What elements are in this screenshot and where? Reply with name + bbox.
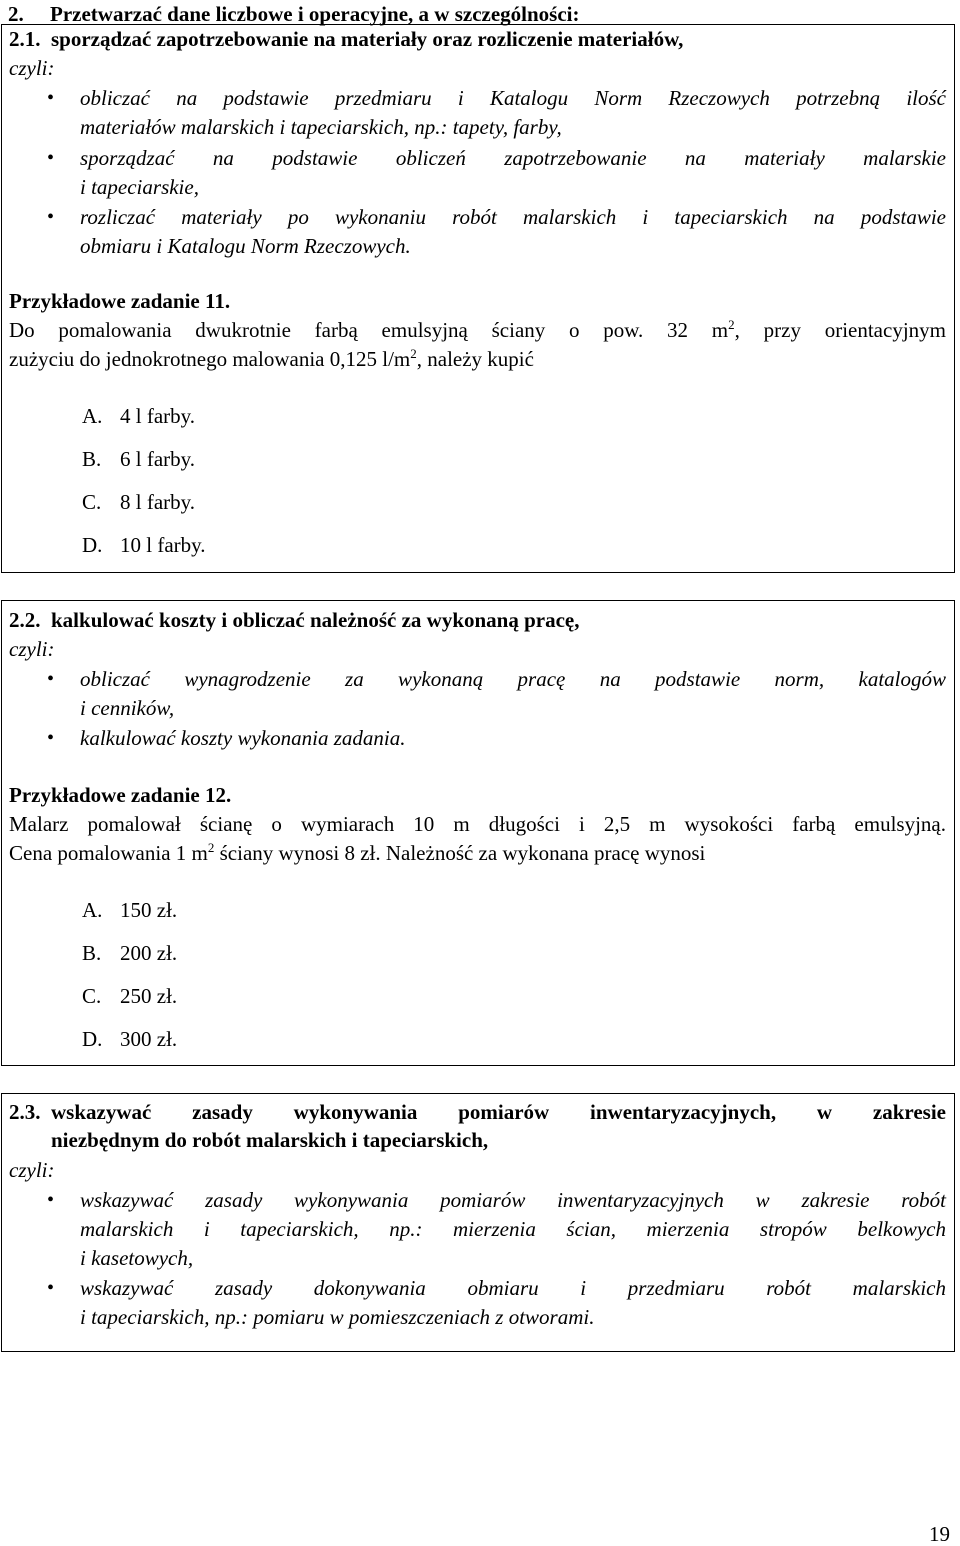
- option-letter: A.: [82, 404, 103, 428]
- bullet-line: • obliczać na podstawie przedmiaru i Katalogu Norm Rzeczowych potrzebną ilość: [80, 86, 946, 110]
- question-part: Cena pomalowania 1 m: [9, 841, 208, 865]
- example-title: Przykładowe zadanie 11.: [9, 289, 231, 313]
- answer-option: [82, 402, 195, 430]
- page-number: 19: [929, 1522, 950, 1546]
- option-letter: D.: [82, 1027, 103, 1051]
- option-text: 300 zł.: [120, 1027, 178, 1051]
- example-title: Przykładowe zadanie 12.: [9, 783, 232, 807]
- bullet-item: [80, 1186, 946, 1273]
- section-title-row: [9, 1098, 946, 1126]
- bullet-line: • obliczać wynagrodzenie za wykonaną pracę na podstawie norm, katalogów: [80, 667, 946, 691]
- bullet-line: • rozliczać materiały po wykonaniu robót malarskich i tapeciarskich na podstawie: [80, 205, 946, 229]
- question-part: ściany wynosi 8 zł. Należność za wykonana pracę wynosi: [214, 841, 706, 865]
- option-letter: B.: [82, 941, 102, 965]
- czyli-label: czyli:: [9, 637, 55, 661]
- section-number: 2.1.: [9, 27, 41, 51]
- superscript: 2: [410, 346, 417, 361]
- answer-option: [82, 531, 206, 559]
- option-letter: A.: [82, 898, 103, 922]
- superscript: 2: [207, 840, 215, 855]
- question-text: [9, 810, 946, 868]
- bullet-line: malarskich i tapeciarskich, np.: mierzenia ścian, mierzenia stropów belkowych: [80, 1217, 946, 1241]
- section-box-2-3: [1, 1093, 955, 1352]
- bullet-item: [80, 665, 946, 723]
- superscript: 2: [728, 317, 735, 332]
- question-part: Do pomalowania dwukrotnie farbą emulsyjną ściany o pow. 32 m: [9, 318, 729, 342]
- answer-option: [82, 488, 195, 516]
- bullet-line: [80, 1303, 946, 1332]
- bullet-line: materiałów malarskich i tapeciarskich, np.: tapety, farby,: [80, 115, 562, 139]
- bullet-line: • wskazywać zasady wykonywania pomiarów inwentaryzacyjnych w zakresie robót: [80, 1188, 946, 1212]
- bullet-item: [80, 203, 946, 261]
- section-title-text: sporządzać zapotrzebowanie na materiały oraz rozliczenie materiałów,: [51, 27, 684, 51]
- section-title: [9, 25, 683, 53]
- question-part: zużyciu do jednokrotnego malowania 0,125 l/m: [9, 347, 411, 371]
- bullet-line-text: i tapeciarskich, np.: pomiaru w pomieszczeniach z otworami.: [80, 1305, 595, 1329]
- chapter-number: 2.: [8, 2, 24, 26]
- bullet-item: [80, 144, 946, 202]
- option-text: 8 l farby.: [120, 490, 196, 514]
- bullet-line: • sporządzać na podstawie obliczeń zapotrzebowanie na materiały malarskie: [80, 146, 946, 170]
- bullet-line: obmiaru i Katalogu Norm Rzeczowych.: [80, 234, 411, 258]
- option-letter: C.: [82, 490, 102, 514]
- section-title: [9, 606, 580, 634]
- option-text: 6 l farby.: [120, 447, 196, 471]
- section-title-text: kalkulować koszty i obliczać należność za wykonaną pracę,: [51, 608, 580, 632]
- bullet-line: i tapeciarskie,: [80, 175, 199, 199]
- answer-option: [82, 896, 177, 924]
- bullet-line: • wskazywać zasady dokonywania obmiaru i przedmiaru robót malarskich: [80, 1276, 946, 1300]
- question-line: [9, 839, 946, 868]
- option-letter: C.: [82, 984, 102, 1008]
- option-text: 150 zł.: [120, 898, 178, 922]
- answer-option: [82, 982, 177, 1010]
- bullet-line: i kasetowych,: [80, 1246, 194, 1270]
- option-text: 200 zł.: [120, 941, 178, 965]
- bullet-item: [80, 84, 946, 142]
- section-box-2-1: [1, 24, 955, 573]
- bullet-line: • kalkulować koszty wykonania zadania.: [80, 726, 406, 750]
- section-title-text-cont: niezbędnym do robót malarskich i tapeciarskich,: [51, 1128, 489, 1152]
- czyli-label: czyli:: [9, 1158, 55, 1182]
- question-line: [9, 345, 946, 374]
- question-line: [9, 316, 946, 345]
- section-number: 2.3.: [9, 1100, 41, 1124]
- question-line: Malarz pomalował ścianę o wymiarach 10 m długości i 2,5 m wysokości farbą emulsyjną.: [9, 812, 946, 836]
- option-letter: D.: [82, 533, 103, 557]
- bullet-line: i cenników,: [80, 696, 175, 720]
- czyli-label: czyli:: [9, 56, 55, 80]
- section-title-text: wskazywać zasady wykonywania pomiarów inwentaryzacyjnych, w zakresie: [51, 1100, 946, 1124]
- answer-option: [82, 939, 177, 967]
- option-text: 10 l farby.: [120, 533, 206, 557]
- bullet-item: [80, 1274, 946, 1332]
- question-part: , przy orientacyjnym: [734, 318, 946, 342]
- bullet-item: [80, 724, 946, 753]
- section-title: [9, 1098, 946, 1154]
- answer-option: [82, 445, 195, 473]
- option-text: 250 zł.: [120, 984, 178, 1008]
- answer-option: [82, 1025, 177, 1053]
- question-text: [9, 316, 946, 374]
- section-number: 2.2.: [9, 608, 41, 632]
- option-letter: B.: [82, 447, 102, 471]
- chapter-title: Przetwarzać dane liczbowe i operacyjne, a w szczególności:: [50, 2, 580, 26]
- question-part: , należy kupić: [416, 347, 534, 371]
- option-text: 4 l farby.: [120, 404, 196, 428]
- section-box-2-2: [1, 600, 955, 1066]
